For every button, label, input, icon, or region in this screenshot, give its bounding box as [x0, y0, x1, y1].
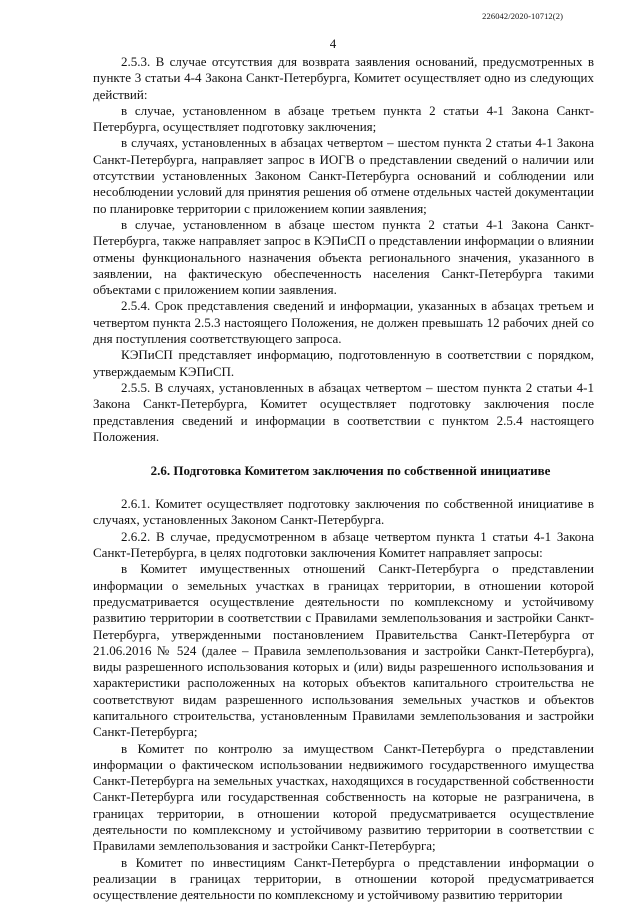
paragraph-2-5-4-kepisp: КЭПиСП представляет информацию, подготовленную в соответствии с порядком, утверждаемым КЭПиСП.	[93, 347, 594, 379]
paragraph-2-6-2-control-committee: в Комитет по контролю за имуществом Санкт-Петербурга о представлении информации о фактическом использовании недвижимого государственного имущества Санкт-Петербурга на земельных участках, находящихся в государственной собственности Санкт-Петербурга или государственная собственность на которые не разграничена, в границах территории, в отношении которой предусматривается осуществление деятельности по комплексному и устойчивому развитию территории в соответствии с Правилами землепользования и застройки Санкт-Петербурга;	[93, 740, 594, 854]
document-body	[93, 54, 594, 904]
paragraph-2-6-2-property-committee: в Комитет имущественных отношений Санкт-Петербурга о представлении информации о земельных участках в границах территории, в отношении которой предусматривается осуществление деятельности по комплексному и устойчивому развитию территории в соответствии с Правилами землепользования и застройки Санкт-Петербурга, утвержденными постановлением Правительства Санкт-Петербурга от 21.06.2016 № 524 (далее – Правила землепользования и застройки Санкт-Петербурга), виды разрешенного использования которых и (или) виды разрешенного использования и характеристики расположенных на которых объектов капитального строительства не соответствуют видам разрешенного использования земельных участков и объектов капитального строительства, установленным Правилами землепользования и застройки Санкт-Петербурга;	[93, 561, 594, 740]
paragraph-2-5-3-case-sixth: в случае, установленном в абзаце шестом пункта 2 статьи 4-1 Закона Санкт-Петербурга, также направляет запрос в КЭПиСП о представлении информации о влиянии отмены функционального назначения объекта регионального значения, указанного в заявлении, на фактическую обеспеченность населения Санкт-Петербурга такими объектами с приложением копии заявления.	[93, 216, 594, 298]
paragraph-2-6-2-investment-committee: в Комитет по инвестициям Санкт-Петербурга о представлении информации о реализации в границах территории, в отношении которой предусматривается осуществление деятельности по комплексному и устойчивому развитию территории	[93, 854, 594, 903]
document-registration-number: 226042/2020-10712(2)	[482, 11, 563, 21]
paragraph-2-6-2: 2.6.2. В случае, предусмотренном в абзаце четвертом пункта 1 статьи 4-1 Закона Санкт-Петербурга, в целях подготовки заключения Комитет направляет запросы:	[93, 528, 594, 561]
paragraph-2-6-1: 2.6.1. Комитет осуществляет подготовку заключения по собственной инициативе в случаях, установленных Законом Санкт-Петербурга.	[93, 496, 594, 528]
paragraph-2-5-3-case-third: в случае, установленном в абзаце третьем пункта 2 статьи 4-1 Закона Санкт-Петербурга, осуществляет подготовку заключения;	[93, 102, 594, 135]
paragraph-2-5-3-case-fourth-sixth: в случаях, установленных в абзацах четвертом – шестом пункта 2 статьи 4-1 Закона Санкт-Петербурга, направляет запрос в ИОГВ о представлении сведений о наличии или отсутствии установленных Законом Санкт-Петербурга оснований и соблюдении или несоблюдении условий для принятия решения об отмене отдельных частей документации по планировке территории с приложением копии заявления;	[93, 135, 594, 216]
paragraph-2-5-3: 2.5.3. В случае отсутствия для возврата заявления оснований, предусмотренных в пункте 3 статьи 4-4 Закона Санкт-Петербурга, Комитет осуществляет одно из следующих действий:	[93, 54, 594, 102]
section-heading-2-6: 2.6. Подготовка Комитетом заключения по собственной инициативе	[150, 463, 551, 479]
page-number: 4	[329, 36, 337, 51]
paragraph-2-5-4: 2.5.4. Срок представления сведений и информации, указанных в абзацах третьем и четвертом пункта 2.5.3 настоящего Положения, не должен превышать 12 рабочих дней со дня поступления соответствующего запроса.	[93, 298, 594, 347]
paragraph-2-5-5: 2.5.5. В случаях, установленных в абзацах четвертом – шестом пункта 2 статьи 4-1 Закона Санкт-Петербурга, Комитет осуществляет подготовку заключения после представления сведений и информации в соответствии с пунктом 2.5.4 настоящего Положения.	[93, 379, 594, 444]
